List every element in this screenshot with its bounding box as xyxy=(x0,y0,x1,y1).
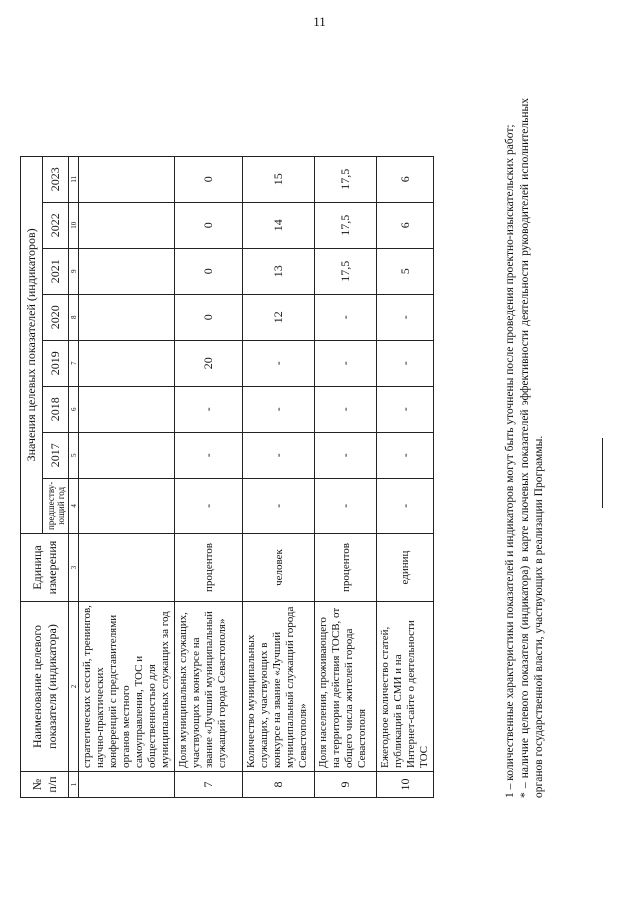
table-row xyxy=(175,156,243,797)
row-value: 20 xyxy=(175,340,243,386)
footnote: 1 – количественные характеристики показателей и индикаторов могут быть уточнены после проведения проектно-изыскательских работ; xyxy=(504,124,516,798)
row-value: - xyxy=(315,340,377,386)
column-index: 6 xyxy=(69,386,79,432)
row-value: 13 xyxy=(243,248,315,294)
page-number: 11 xyxy=(313,14,326,29)
row-value: 0 xyxy=(175,248,243,294)
header-name: Наименование целевого показателя (индикатора) xyxy=(21,602,69,772)
row-value: 0 xyxy=(175,294,243,340)
column-index: 3 xyxy=(69,534,79,602)
row-unit: процентов xyxy=(315,534,377,602)
row-value: 15 xyxy=(243,156,315,202)
row-num: 8 xyxy=(243,772,315,798)
row-value: 14 xyxy=(243,202,315,248)
row-value xyxy=(79,156,175,202)
row-unit: единиц xyxy=(377,534,434,602)
row-value: - xyxy=(377,478,434,533)
row-value: - xyxy=(243,478,315,533)
row-value: - xyxy=(377,386,434,432)
row-value: - xyxy=(175,478,243,533)
row-value: 12 xyxy=(243,294,315,340)
row-name: Доля муниципальных служащих, участвующих в конкурсе на звание «Лучший муниципальный служащий города Севастополя» xyxy=(175,602,243,772)
row-value xyxy=(79,248,175,294)
header-num: № п/п xyxy=(21,772,69,798)
row-unit xyxy=(79,534,175,602)
column-index: 4 xyxy=(69,478,79,533)
row-value: - xyxy=(377,294,434,340)
footnotes xyxy=(503,98,547,798)
column-index: 1 xyxy=(69,772,79,798)
row-num xyxy=(79,772,175,798)
header-year: 2019 xyxy=(43,340,69,386)
row-value: 17,5 xyxy=(315,202,377,248)
row-name: стратегических сессий, тренингов, научно-практических конференций с представителями органов местного самоуправления, ТОС и общественностью для муниципальных служащих за год xyxy=(79,602,175,772)
row-value xyxy=(79,432,175,478)
row-value: - xyxy=(315,432,377,478)
rotated-landscape-content xyxy=(18,68,618,848)
row-value: 5 xyxy=(377,248,434,294)
row-value: - xyxy=(243,340,315,386)
header-year: 2022 xyxy=(43,202,69,248)
table-row xyxy=(315,156,377,797)
indicators-table xyxy=(20,156,434,798)
header-year: 2021 xyxy=(43,248,69,294)
header-year: 2020 xyxy=(43,294,69,340)
column-index: 2 xyxy=(69,602,79,772)
row-value: - xyxy=(175,386,243,432)
row-value: - xyxy=(377,432,434,478)
row-num: 7 xyxy=(175,772,243,798)
header-year: 2017 xyxy=(43,432,69,478)
column-index: 9 xyxy=(69,248,79,294)
row-num: 10 xyxy=(377,772,434,798)
column-index: 11 xyxy=(69,156,79,202)
header-year: 2023 xyxy=(43,156,69,202)
row-value xyxy=(79,202,175,248)
header-unit: Единица измерения xyxy=(21,534,69,602)
column-index: 8 xyxy=(69,294,79,340)
row-value: - xyxy=(243,386,315,432)
row-num: 9 xyxy=(315,772,377,798)
row-value: 6 xyxy=(377,202,434,248)
row-unit: человек xyxy=(243,534,315,602)
table-row xyxy=(243,156,315,797)
row-value: - xyxy=(175,432,243,478)
header-year: 2018 xyxy=(43,386,69,432)
table-row xyxy=(377,156,434,797)
row-value: - xyxy=(315,386,377,432)
header-prev-year: предшеству-ющий год xyxy=(43,478,69,533)
row-name: Количество муниципальных служащих, участвующих в конкурсе на звание «Лучший муниципальный служащий города Севастополя» xyxy=(243,602,315,772)
column-index: 7 xyxy=(69,340,79,386)
row-unit: процентов xyxy=(175,534,243,602)
row-value: 0 xyxy=(175,156,243,202)
row-value: - xyxy=(315,478,377,533)
end-divider xyxy=(602,438,603,508)
column-index: 10 xyxy=(69,202,79,248)
row-name: Доля населения, проживающего на территории действия ТОСВ, от общего числа жителей города Севастополя xyxy=(315,602,377,772)
row-value: - xyxy=(243,432,315,478)
row-value xyxy=(79,478,175,533)
column-index: 5 xyxy=(69,432,79,478)
header-values: Значения целевых показателей (индикаторов) xyxy=(21,156,43,533)
row-value: 17,5 xyxy=(315,156,377,202)
row-value: 6 xyxy=(377,156,434,202)
table-row xyxy=(79,156,175,797)
row-value: 17,5 xyxy=(315,248,377,294)
row-value xyxy=(79,340,175,386)
row-value: - xyxy=(315,294,377,340)
row-value: 0 xyxy=(175,202,243,248)
row-name: Ежегодное количество статей, публикаций в СМИ и на Интернет-сайте о деятельности ТОС xyxy=(377,602,434,772)
row-value xyxy=(79,294,175,340)
row-value xyxy=(79,386,175,432)
footnote: * – наличие целевого показателя (индикатора) в карте ключевых показателей эффективности деятельности руководителей исполнительных органов государственной власти, участвующих в реализации Программы. xyxy=(518,98,545,798)
row-value: - xyxy=(377,340,434,386)
